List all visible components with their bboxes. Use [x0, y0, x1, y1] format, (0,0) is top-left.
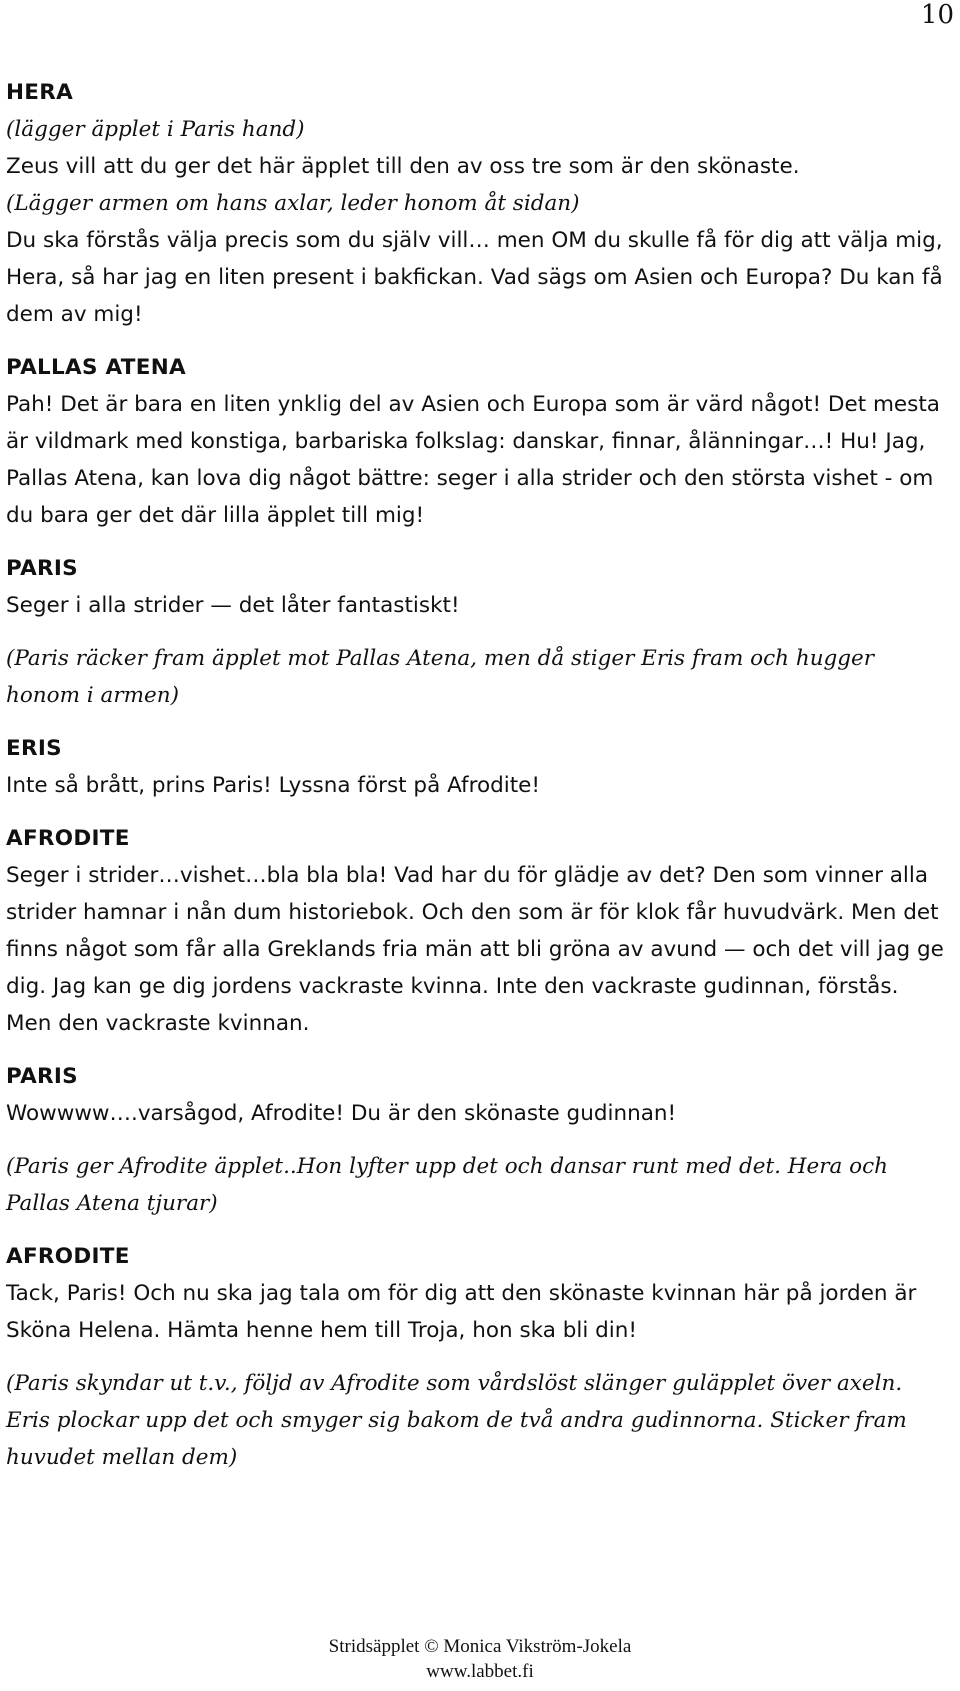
dialogue-line: Seger i strider…vishet…bla bla bla! Vad har du för glädje av det? Den som vinner alla strider hamnar i nån dum historiebok. Och den som är för klok får huvudvärk. Men det finns något som får alla Greklands fria män att bli gröna av avund — och det vill jag ge dig. Jag kan ge dig jordens vackraste kvinna. Inte den vackraste gudinnan, förstås. Men den vackraste kvinnan. [6, 863, 944, 1036]
script-body [6, 74, 946, 1492]
dialogue-block [6, 349, 946, 534]
speaker-name: PARIS [6, 1064, 78, 1089]
speaker-name: ERIS [6, 736, 62, 761]
dialogue-line: Inte så brått, prins Paris! Lyssna först på Afrodite! [6, 773, 541, 798]
page-footer [0, 1634, 960, 1684]
speaker-name: AFRODITE [6, 826, 130, 851]
stage-direction: (lägger äpplet i Paris hand) [6, 117, 305, 142]
dialogue-block [6, 820, 946, 1042]
dialogue-line: Du ska förstås välja precis som du själv vill… men OM du skulle få för dig att välja mig, Hera, så har jag en liten present i bakfickan. Vad sägs om Asien och Europa? Du kan få dem av mig! [6, 228, 943, 327]
stage-direction: (Paris räcker fram äpplet mot Pallas Atena, men då stiger Eris fram och hugger honom i armen) [6, 646, 875, 708]
stage-direction-block [6, 1365, 946, 1476]
footer-copyright: Stridsäpplet © Monica Vikström-Jokela [328, 1636, 632, 1657]
dialogue-block [6, 74, 946, 333]
stage-direction: (Paris skyndar ut t.v., följd av Afrodite som vårdslöst slänger guläpplet över axeln. Eris plockar upp det och smyger sig bakom de två andra gudinnorna. Sticker fram huvudet mellan dem) [6, 1371, 907, 1470]
dialogue-block [6, 730, 946, 804]
footer-website: www.labbet.fi [426, 1661, 534, 1682]
stage-direction-block [6, 640, 946, 714]
dialogue-line: Seger i alla strider — det låter fantastiskt! [6, 593, 460, 618]
dialogue-block [6, 550, 946, 624]
dialogue-block [6, 1238, 946, 1349]
dialogue-line: Pah! Det är bara en liten ynklig del av Asien och Europa som är värd något! Det mesta är vildmark med konstiga, barbariska folkslag: danskar, finnar, ålänningar…! Hu! Jag, Pallas Atena, kan lova dig något bättre: seger i alla strider och den största vishet - om du bara ger det där lilla äpplet till mig! [6, 392, 940, 528]
speaker-name: PARIS [6, 556, 78, 581]
speaker-name: PALLAS ATENA [6, 355, 186, 380]
dialogue-line: Wowwww….varsågod, Afrodite! Du är den skönaste gudinnan! [6, 1101, 677, 1126]
stage-direction: (Paris ger Afrodite äpplet..Hon lyfter upp det och dansar runt med det. Hera och Pallas Atena tjurar) [6, 1154, 888, 1216]
speaker-name: HERA [6, 80, 74, 105]
dialogue-line: Tack, Paris! Och nu ska jag tala om för dig att den skönaste kvinnan här på jorden är Sköna Helena. Hämta henne hem till Troja, hon ska bli din! [6, 1281, 917, 1343]
page-number: 10 [920, 0, 954, 30]
speaker-name: AFRODITE [6, 1244, 130, 1269]
dialogue-block [6, 1058, 946, 1132]
dialogue-line: Zeus vill att du ger det här äpplet till den av oss tre som är den skönaste. [6, 154, 800, 179]
stage-direction: (Lägger armen om hans axlar, leder honom åt sidan) [6, 191, 580, 216]
stage-direction-block [6, 1148, 946, 1222]
